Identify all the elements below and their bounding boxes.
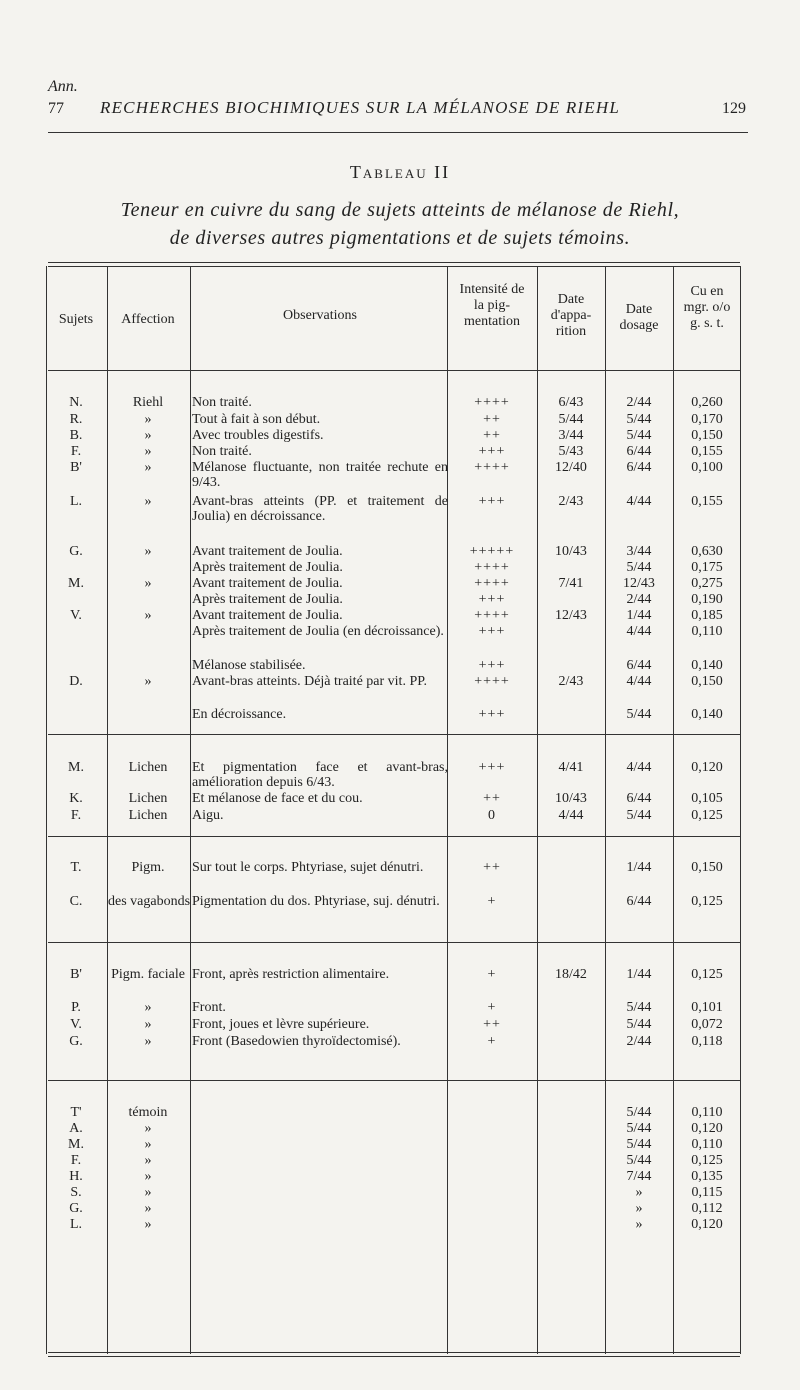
intensity-cell: + <box>487 967 497 982</box>
subject-cell: L. <box>69 1217 83 1232</box>
date-dosage-cell: 5/44 <box>626 428 652 443</box>
caption-line-2: de diverses autres pigmentations et de sujets témoins. <box>169 227 631 249</box>
subject-cell: A. <box>69 1121 83 1136</box>
date-apparition-cell: 4/44 <box>558 808 584 823</box>
subject-cell: T. <box>70 860 82 875</box>
subject-cell: T' <box>70 1105 82 1120</box>
copper-cell: 0,135 <box>691 1169 723 1184</box>
copper-cell: 0,275 <box>691 576 723 591</box>
affection-cell: » <box>144 674 152 689</box>
date-dosage-cell: 2/44 <box>626 395 652 410</box>
copper-cell: 0,120 <box>691 1217 723 1232</box>
observation-cell: Avec troubles digestifs. <box>192 428 324 443</box>
date-dosage-cell: 3/44 <box>626 544 652 559</box>
intensity-cell: +++ <box>478 592 506 607</box>
subject-cell: G. <box>69 1034 83 1049</box>
intensity-cell: ++++ <box>474 460 510 475</box>
affection-cell: Pigm. faciale <box>111 967 185 982</box>
copper-cell: 0,101 <box>691 1000 723 1015</box>
table-bottom-rule-2 <box>48 1356 740 1357</box>
copper-cell: 0,125 <box>691 1153 723 1168</box>
subject-cell: K. <box>69 791 83 806</box>
date-apparition-cell: 12/40 <box>555 460 587 475</box>
col-header-cu: Cu en mgr. o/o g. s. t. <box>683 284 731 331</box>
subject-cell: M. <box>68 1137 84 1152</box>
date-dosage-cell: 6/44 <box>626 791 652 806</box>
col-header-date-apparition: Date d'appa-rition <box>550 292 592 339</box>
table-top-rule <box>48 262 740 263</box>
intensity-cell: ++ <box>483 860 501 875</box>
observation-cell: Et pigmentation face et avant-bras, amélioration depuis 6/43. <box>192 760 448 790</box>
date-dosage-cell: 5/44 <box>626 1153 652 1168</box>
date-dosage-cell: 1/44 <box>626 860 652 875</box>
subject-cell: G. <box>69 544 83 559</box>
date-dosage-cell: 7/44 <box>626 1169 652 1184</box>
copper-cell: 0,260 <box>691 395 723 410</box>
observation-cell: Front. <box>192 1000 226 1015</box>
observation-cell: Après traitement de Joulia (en décroissance). <box>192 624 444 639</box>
col-header-affection: Affection <box>121 312 175 327</box>
affection-cell: Lichen <box>128 791 168 806</box>
table-top-rule-2 <box>48 266 740 267</box>
intensity-cell: +++ <box>478 658 506 673</box>
col-header-date-dosage: Date dosage <box>619 302 659 333</box>
subject-cell: F. <box>70 808 82 823</box>
subject-cell: M. <box>68 760 84 775</box>
observation-cell: Avant traitement de Joulia. <box>192 608 343 623</box>
affection-cell: » <box>144 494 152 509</box>
copper-cell: 0,140 <box>691 658 723 673</box>
observation-cell: Front, après restriction alimentaire. <box>192 967 390 982</box>
copper-cell: 0,105 <box>691 791 723 806</box>
date-dosage-cell: » <box>635 1185 643 1200</box>
date-dosage-cell: 6/44 <box>626 658 652 673</box>
copper-cell: 0,630 <box>691 544 723 559</box>
copper-cell: 0,118 <box>691 1034 723 1049</box>
affection-cell: » <box>144 544 152 559</box>
date-dosage-cell: 5/44 <box>626 1000 652 1015</box>
intensity-cell: +++ <box>478 707 506 722</box>
subject-cell: F. <box>70 444 82 459</box>
observation-cell: Avant-bras atteints (PP. et traitement de Joulia) en décroissance. <box>192 494 448 524</box>
affection-cell: Pigm. <box>131 860 165 875</box>
affection-cell: Riehl <box>132 395 164 410</box>
copper-cell: 0,125 <box>691 894 723 909</box>
subject-cell: N. <box>69 395 83 410</box>
date-dosage-cell: 12/43 <box>623 576 655 591</box>
observation-cell: Non traité. <box>192 444 252 459</box>
date-dosage-cell: 4/44 <box>626 760 652 775</box>
col-header-intensite: Intensité de la pig-mentation <box>459 282 525 329</box>
intensity-cell: ++++ <box>474 395 510 410</box>
copper-cell: 0,155 <box>691 494 723 509</box>
group-rule <box>48 1080 740 1081</box>
subject-cell: B. <box>69 428 83 443</box>
intensity-cell: ++ <box>483 428 501 443</box>
observation-cell: Avant-bras atteints. Déjà traité par vit. PP. <box>192 674 427 689</box>
date-dosage-cell: » <box>635 1201 643 1216</box>
affection-cell: » <box>144 1153 152 1168</box>
copper-cell: 0,100 <box>691 460 723 475</box>
subject-cell: P. <box>71 1000 81 1015</box>
date-apparition-cell: 4/41 <box>558 760 584 775</box>
date-dosage-cell: 2/44 <box>626 1034 652 1049</box>
date-dosage-cell: 5/44 <box>626 1121 652 1136</box>
copper-cell: 0,072 <box>691 1017 723 1032</box>
journal-abbrev: Ann. <box>48 78 78 95</box>
observation-cell: Tout à fait à son début. <box>192 412 321 427</box>
header-rule <box>48 132 748 133</box>
date-dosage-cell: 6/44 <box>626 444 652 459</box>
date-dosage-cell: 5/44 <box>626 412 652 427</box>
subject-cell: D. <box>69 674 83 689</box>
date-apparition-cell: 7/41 <box>558 576 584 591</box>
copper-cell: 0,150 <box>691 674 723 689</box>
table-caption <box>40 196 760 252</box>
table-bottom-rule <box>48 1352 740 1353</box>
copper-cell: 0,185 <box>691 608 723 623</box>
intensity-cell: +++ <box>478 760 506 775</box>
affection-cell: » <box>144 460 152 475</box>
affection-cell: » <box>144 1137 152 1152</box>
date-apparition-cell: 3/44 <box>558 428 584 443</box>
observation-cell: Avant traitement de Joulia. <box>192 544 343 559</box>
observation-cell: Avant traitement de Joulia. <box>192 576 343 591</box>
date-dosage-cell: 5/44 <box>626 808 652 823</box>
affection-cell: » <box>144 1000 152 1015</box>
intensity-cell: + <box>487 1034 497 1049</box>
observation-cell: Et mélanose de face et du cou. <box>192 791 363 806</box>
subject-cell: G. <box>69 1201 83 1216</box>
observation-cell: Pigmentation du dos. Phtyriase, suj. dénutri. <box>192 894 440 909</box>
intensity-cell: ++++ <box>474 608 510 623</box>
observation-cell: Front, joues et lèvre supérieure. <box>192 1017 370 1032</box>
date-dosage-cell: 6/44 <box>626 894 652 909</box>
subject-cell: R. <box>69 412 83 427</box>
subject-cell: V. <box>70 1017 82 1032</box>
subject-cell: H. <box>69 1169 83 1184</box>
date-dosage-cell: 4/44 <box>626 494 652 509</box>
group-rule <box>48 836 740 837</box>
affection-cell: » <box>144 1185 152 1200</box>
date-dosage-cell: 4/44 <box>626 674 652 689</box>
intensity-cell: +++ <box>478 444 506 459</box>
affection-cell: témoin <box>128 1105 168 1120</box>
observation-cell: Front (Basedowien thyroïdectomisé). <box>192 1034 401 1049</box>
page-number: 129 <box>722 100 746 117</box>
subject-cell: V. <box>70 608 82 623</box>
table-title: Tableau II <box>349 162 451 182</box>
affection-cell: » <box>144 1017 152 1032</box>
column-rule <box>190 266 191 1354</box>
affection-cell: » <box>144 444 152 459</box>
observation-cell: Mélanose stabilisée. <box>192 658 306 673</box>
date-dosage-cell: 5/44 <box>626 1105 652 1120</box>
group-rule <box>48 370 740 371</box>
date-apparition-cell: 10/43 <box>555 791 587 806</box>
subject-cell: L. <box>69 494 83 509</box>
intensity-cell: 0 <box>488 808 496 823</box>
date-dosage-cell: 2/44 <box>626 592 652 607</box>
observation-cell: Après traitement de Joulia. <box>192 560 343 575</box>
copper-cell: 0,170 <box>691 412 723 427</box>
affection-cell: Lichen <box>128 760 168 775</box>
col-header-sujets: Sujets <box>58 312 94 327</box>
date-dosage-cell: 5/44 <box>626 707 652 722</box>
date-apparition-cell: 10/43 <box>555 544 587 559</box>
date-dosage-cell: 6/44 <box>626 460 652 475</box>
intensity-cell: ++ <box>483 1017 501 1032</box>
copper-cell: 0,175 <box>691 560 723 575</box>
observation-cell: Aigu. <box>192 808 224 823</box>
date-apparition-cell: 6/43 <box>558 395 584 410</box>
copper-cell: 0,190 <box>691 592 723 607</box>
affection-cell: » <box>144 1121 152 1136</box>
observation-cell: Non traité. <box>192 395 252 410</box>
copper-cell: 0,150 <box>691 428 723 443</box>
date-apparition-cell: 5/44 <box>558 412 584 427</box>
intensity-cell: +++++ <box>469 544 515 559</box>
observation-cell: En décroissance. <box>192 707 287 722</box>
copper-cell: 0,150 <box>691 860 723 875</box>
volume-number: 77 <box>48 100 64 117</box>
subject-cell: S. <box>70 1185 82 1200</box>
copper-cell: 0,120 <box>691 1121 723 1136</box>
affection-cell: Lichen <box>128 808 168 823</box>
copper-cell: 0,120 <box>691 760 723 775</box>
intensity-cell: ++ <box>483 412 501 427</box>
copper-cell: 0,110 <box>691 624 723 639</box>
affection-cell: » <box>144 428 152 443</box>
date-dosage-cell: 1/44 <box>626 608 652 623</box>
group-rule <box>48 734 740 735</box>
date-dosage-cell: » <box>635 1217 643 1232</box>
copper-cell: 0,110 <box>691 1137 723 1152</box>
copper-cell: 0,125 <box>691 808 723 823</box>
intensity-cell: + <box>487 894 497 909</box>
intensity-cell: +++ <box>478 494 506 509</box>
intensity-cell: ++++ <box>474 560 510 575</box>
intensity-cell: + <box>487 1000 497 1015</box>
affection-cell: » <box>144 608 152 623</box>
affection-cell: » <box>144 1169 152 1184</box>
affection-cell: » <box>144 1034 152 1049</box>
date-apparition-cell: 18/42 <box>555 967 587 982</box>
affection-cell: » <box>144 1217 152 1232</box>
affection-cell: » <box>144 1201 152 1216</box>
date-apparition-cell: 5/43 <box>558 444 584 459</box>
date-apparition-cell: 2/43 <box>558 674 584 689</box>
caption-line-1: Teneur en cuivre du sang de sujets atteints de mélanose de Riehl, <box>120 199 680 221</box>
subject-cell: B' <box>70 967 82 982</box>
col-header-observations: Observations <box>283 308 357 323</box>
copper-cell: 0,140 <box>691 707 723 722</box>
copper-cell: 0,110 <box>691 1105 723 1120</box>
date-dosage-cell: 1/44 <box>626 967 652 982</box>
date-dosage-cell: 5/44 <box>626 560 652 575</box>
subject-cell: B' <box>70 460 82 475</box>
observation-cell: Après traitement de Joulia. <box>192 592 343 607</box>
intensity-cell: ++ <box>483 791 501 806</box>
date-apparition-cell: 12/43 <box>555 608 587 623</box>
affection-cell: » <box>144 576 152 591</box>
subject-cell: C. <box>69 894 83 909</box>
group-rule <box>48 942 740 943</box>
intensity-cell: ++++ <box>474 674 510 689</box>
subject-cell: F. <box>70 1153 82 1168</box>
observation-cell: Mélanose fluctuante, non traitée rechute en 9/43. <box>192 460 448 490</box>
date-apparition-cell: 2/43 <box>558 494 584 509</box>
date-dosage-cell: 5/44 <box>626 1137 652 1152</box>
copper-table <box>46 262 742 1390</box>
copper-cell: 0,125 <box>691 967 723 982</box>
subject-cell: M. <box>68 576 84 591</box>
copper-cell: 0,112 <box>691 1201 723 1216</box>
running-title: RECHERCHES BIOCHIMIQUES SUR LA MÉLANOSE DE RIEHL <box>100 98 621 117</box>
copper-cell: 0,115 <box>691 1185 723 1200</box>
copper-cell: 0,155 <box>691 444 723 459</box>
affection-cell: des vagabonds <box>108 894 191 909</box>
intensity-cell: +++ <box>478 624 506 639</box>
date-dosage-cell: 4/44 <box>626 624 652 639</box>
observation-cell: Sur tout le corps. Phtyriase, sujet dénutri. <box>192 860 424 875</box>
column-rule <box>740 266 741 1354</box>
affection-cell: » <box>144 412 152 427</box>
date-dosage-cell: 5/44 <box>626 1017 652 1032</box>
intensity-cell: ++++ <box>474 576 510 591</box>
